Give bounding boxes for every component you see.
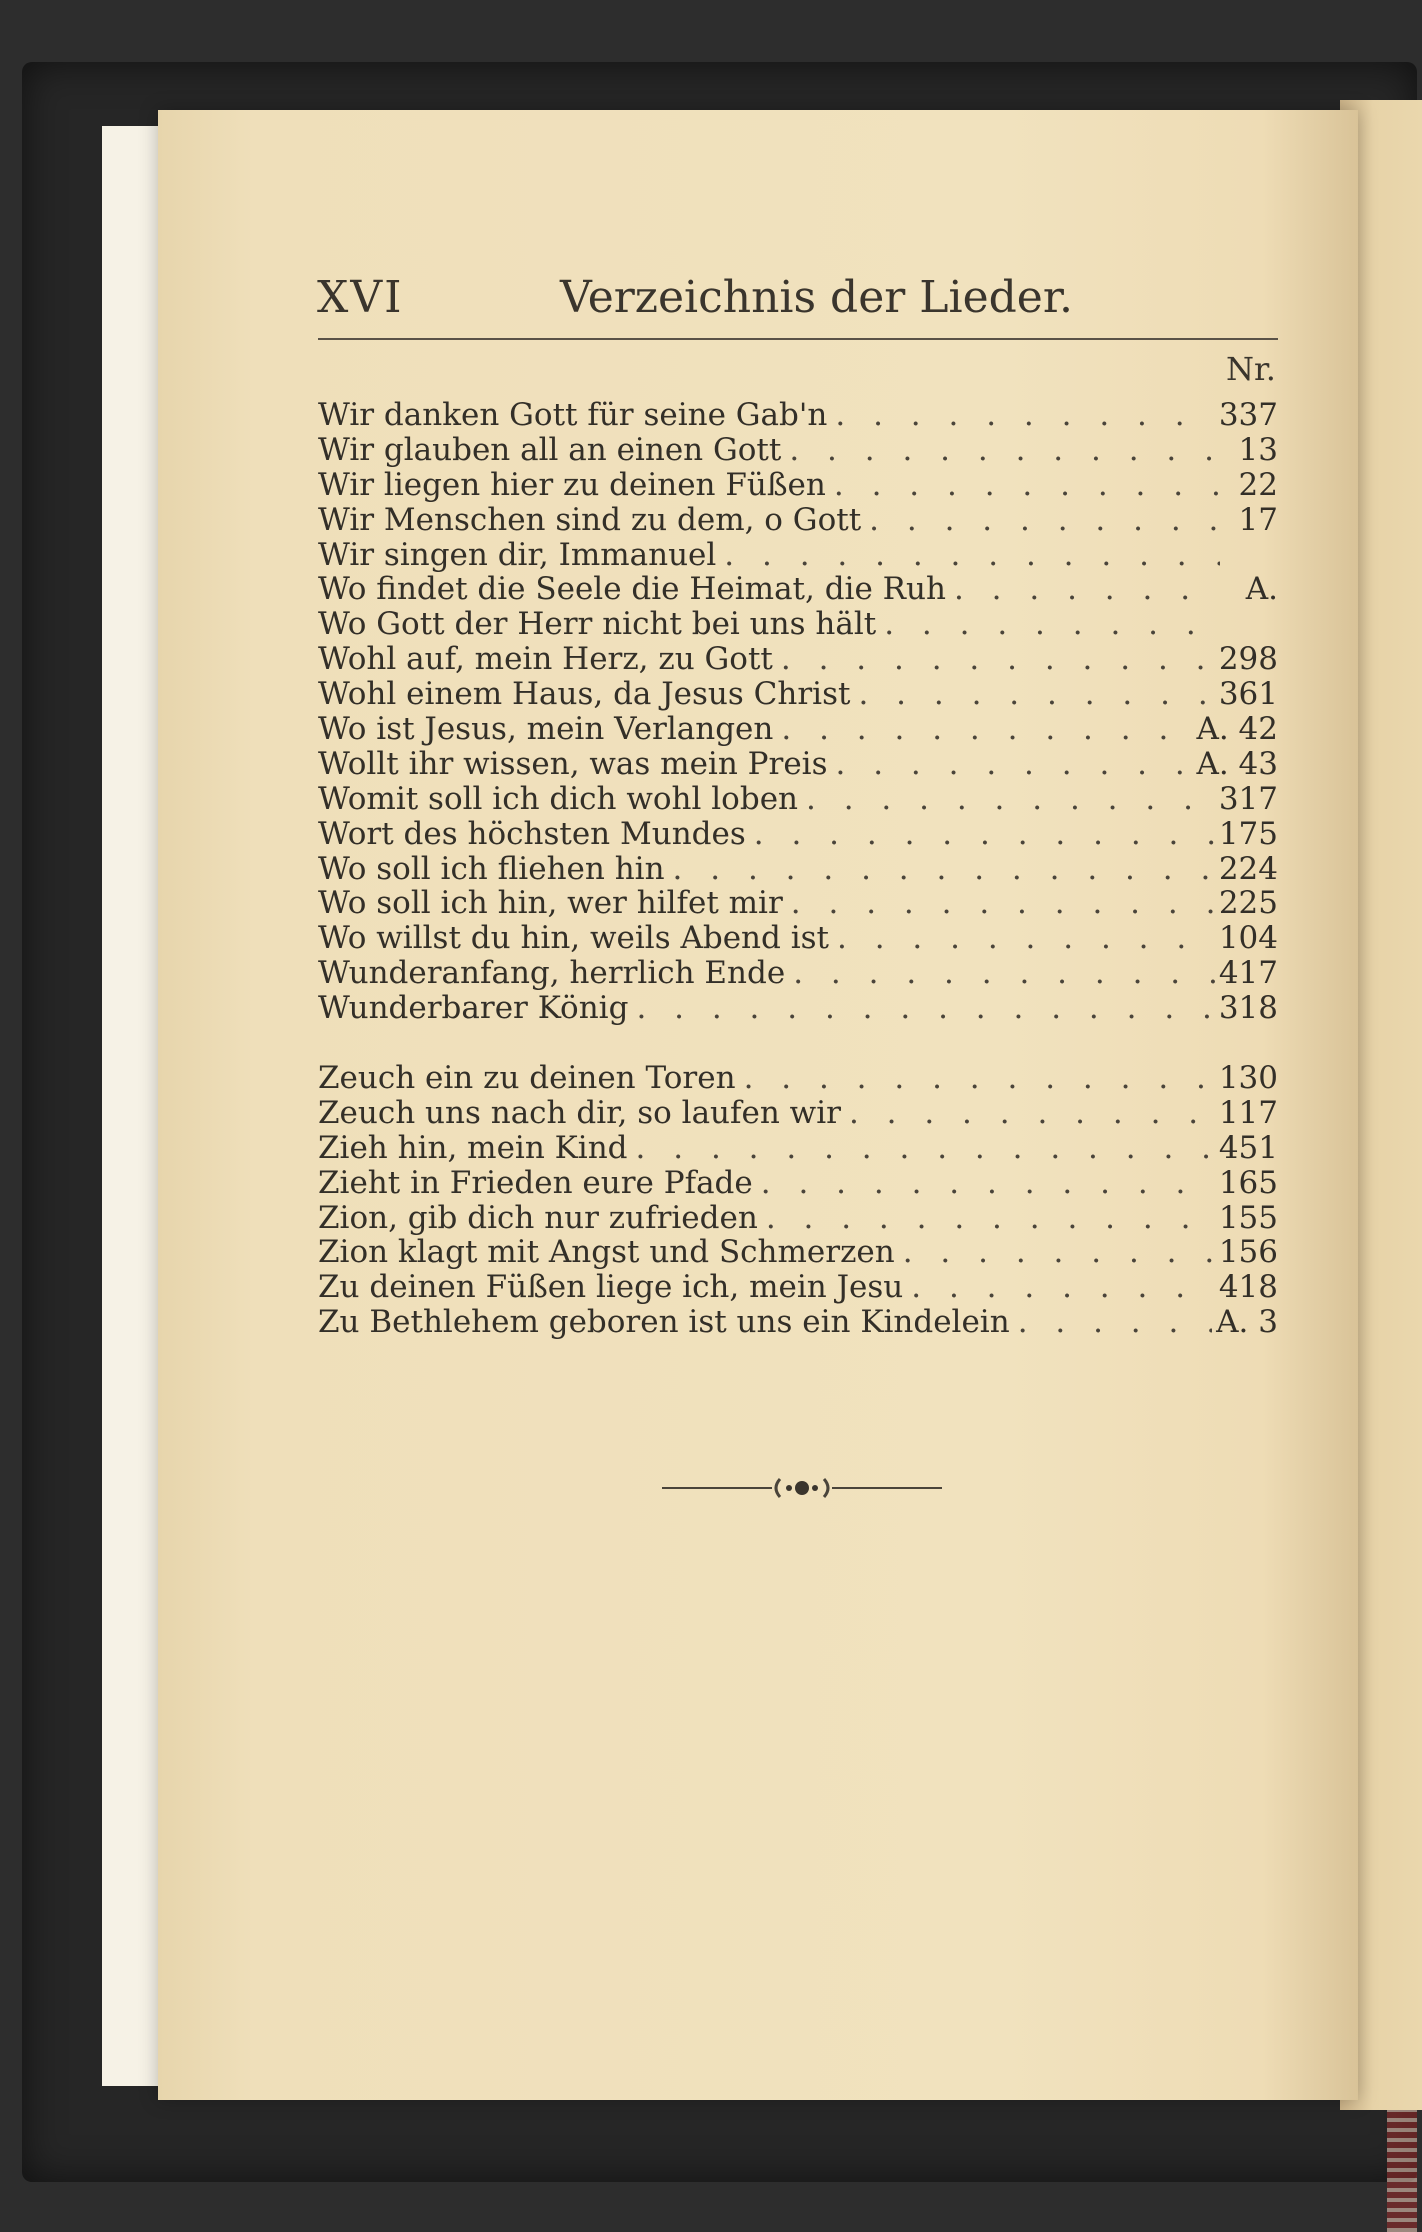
- index-entry: [318, 1270, 1278, 1305]
- dot-leader: [636, 991, 1214, 1026]
- entry-title: Zieh hin, mein Kind: [318, 1129, 628, 1166]
- index-entry: [318, 782, 1278, 817]
- entry-number: 17: [1238, 501, 1278, 538]
- index-entry: [318, 538, 1278, 573]
- entry-title: Zeuch ein zu deinen Toren: [318, 1060, 736, 1097]
- index-entry: [318, 1166, 1278, 1201]
- index-entry: [318, 712, 1278, 747]
- header-rule: [318, 338, 1278, 340]
- dot-leader: [766, 1201, 1215, 1236]
- song-index-list: [318, 398, 1278, 1340]
- entry-number: 418: [1218, 1269, 1278, 1306]
- entry-title: Wo ist Jesus, mein Verlangen: [318, 711, 774, 748]
- dot-leader: [884, 607, 1220, 642]
- index-entry: [318, 886, 1278, 921]
- index-entry: [318, 921, 1278, 956]
- entry-title: Wo willst du hin, weils Abend ist: [318, 920, 829, 957]
- dot-leader: [789, 433, 1220, 468]
- index-entry: [318, 398, 1278, 433]
- index-entry: [318, 817, 1278, 852]
- index-entry: [318, 1131, 1278, 1166]
- entry-number: 318: [1218, 990, 1278, 1027]
- entry-title: Zion, gib dich nur zufrieden: [318, 1199, 758, 1236]
- entry-title: Wir glauben all an einen Gott: [318, 431, 782, 468]
- entry-number: 298: [1218, 641, 1278, 678]
- entry-group: [318, 1061, 1278, 1340]
- entry-title: Wo findet die Seele die Heimat, die Ruh: [318, 571, 946, 608]
- entry-number: 225: [1218, 885, 1278, 922]
- dot-leader: [761, 1166, 1215, 1201]
- entry-number: 224: [1218, 850, 1278, 887]
- dot-leader: [781, 712, 1192, 747]
- index-entry: [318, 747, 1278, 782]
- entry-title: Zieht in Frieden eure Pfade: [318, 1164, 753, 1201]
- entry-number: 117: [1218, 1094, 1278, 1131]
- dot-leader: [858, 677, 1214, 712]
- dot-leader: [834, 468, 1220, 503]
- entry-title: Wunderanfang, herrlich Ende: [318, 955, 786, 992]
- dot-leader: [806, 782, 1215, 817]
- entry-number: 337: [1218, 397, 1278, 433]
- dot-leader: [793, 956, 1215, 991]
- index-entry: [318, 1061, 1278, 1096]
- entry-number: 165: [1218, 1164, 1278, 1201]
- dot-leader: [911, 1270, 1215, 1305]
- page-title: Verzeichnis der Lieder.: [560, 272, 1074, 323]
- dot-leader: [954, 572, 1220, 607]
- dot-leader: [754, 817, 1215, 852]
- entry-title: Wo soll ich hin, wer hilfet mir: [318, 885, 783, 922]
- index-entry: [318, 1201, 1278, 1236]
- entry-number: 130: [1218, 1060, 1278, 1097]
- entry-title: Wir singen dir, Immanuel: [318, 536, 717, 573]
- number-column-heading: Nr.: [1226, 350, 1276, 388]
- entry-title: Wir liegen hier zu deinen Füßen: [318, 466, 826, 503]
- entry-number: A. 43: [1196, 745, 1278, 782]
- dot-leader: [724, 538, 1220, 573]
- entry-number: A. 42: [1196, 711, 1278, 748]
- index-entry: [318, 433, 1278, 468]
- ornament-divider: [662, 1475, 942, 1501]
- entry-title: Wir Menschen sind zu dem, o Gott: [318, 501, 862, 538]
- index-entry: [318, 852, 1278, 887]
- dot-leader: [781, 642, 1215, 677]
- entry-number: 156: [1218, 1234, 1278, 1271]
- entry-number: 13: [1238, 431, 1278, 468]
- dot-leader: [636, 1131, 1215, 1166]
- page-folio: XVI: [317, 272, 404, 323]
- index-entry: [318, 991, 1278, 1026]
- entry-title: Wohl auf, mein Herz, zu Gott: [318, 641, 773, 678]
- dot-leader: [903, 1235, 1215, 1270]
- dot-leader: [744, 1061, 1215, 1096]
- entry-title: Zeuch uns nach dir, so laufen wir: [318, 1094, 841, 1131]
- entry-title: Wir danken Gott für seine Gab'n: [318, 397, 828, 433]
- entry-group: [318, 398, 1278, 1026]
- dot-leader: [849, 1096, 1215, 1131]
- entry-number: 451: [1218, 1129, 1278, 1166]
- dot-leader: [837, 921, 1215, 956]
- index-entry: [318, 677, 1278, 712]
- index-entry: [318, 1235, 1278, 1270]
- dot-leader: [869, 503, 1220, 538]
- entry-number: 361: [1218, 676, 1278, 713]
- entry-number: 155: [1218, 1199, 1278, 1236]
- entry-number: 317: [1218, 780, 1278, 817]
- entry-title: Wollt ihr wissen, was mein Preis: [318, 745, 828, 782]
- entry-title: Wo soll ich fliehen hin: [318, 850, 665, 887]
- entry-title: Zu deinen Füßen liege ich, mein Jesu: [318, 1269, 904, 1306]
- entry-title: Womit soll ich dich wohl loben: [318, 780, 799, 817]
- entry-number: A. 3: [1216, 1304, 1278, 1341]
- entry-title: Zu Bethlehem geboren ist uns ein Kindelein: [318, 1304, 1010, 1341]
- index-entry: [318, 956, 1278, 991]
- entry-number: 417: [1218, 955, 1278, 992]
- entry-number: 22: [1238, 466, 1278, 503]
- index-entry: [318, 1305, 1278, 1340]
- entry-title: Wo Gott der Herr nicht bei uns hält: [318, 606, 877, 643]
- index-entry: [318, 1096, 1278, 1131]
- entry-title: Wort des höchsten Mundes: [318, 815, 746, 852]
- index-entry: [318, 503, 1278, 538]
- entry-number: A.: [1245, 571, 1278, 608]
- entry-title: Wohl einem Haus, da Jesus Christ: [318, 676, 851, 713]
- index-entry: [318, 642, 1278, 677]
- index-entry: [318, 572, 1278, 607]
- dot-leader: [835, 398, 1214, 433]
- index-entry: [318, 468, 1278, 503]
- entry-number: 175: [1218, 815, 1278, 852]
- dot-leader: [673, 852, 1215, 887]
- entry-number: 104: [1218, 920, 1278, 957]
- entry-title: Zion klagt mit Angst und Schmerzen: [318, 1234, 895, 1271]
- dot-leader: [836, 747, 1193, 782]
- dot-leader: [1018, 1305, 1212, 1340]
- index-entry: [318, 607, 1278, 642]
- dot-leader: [791, 886, 1215, 921]
- entry-title: Wunderbarer König: [318, 990, 629, 1027]
